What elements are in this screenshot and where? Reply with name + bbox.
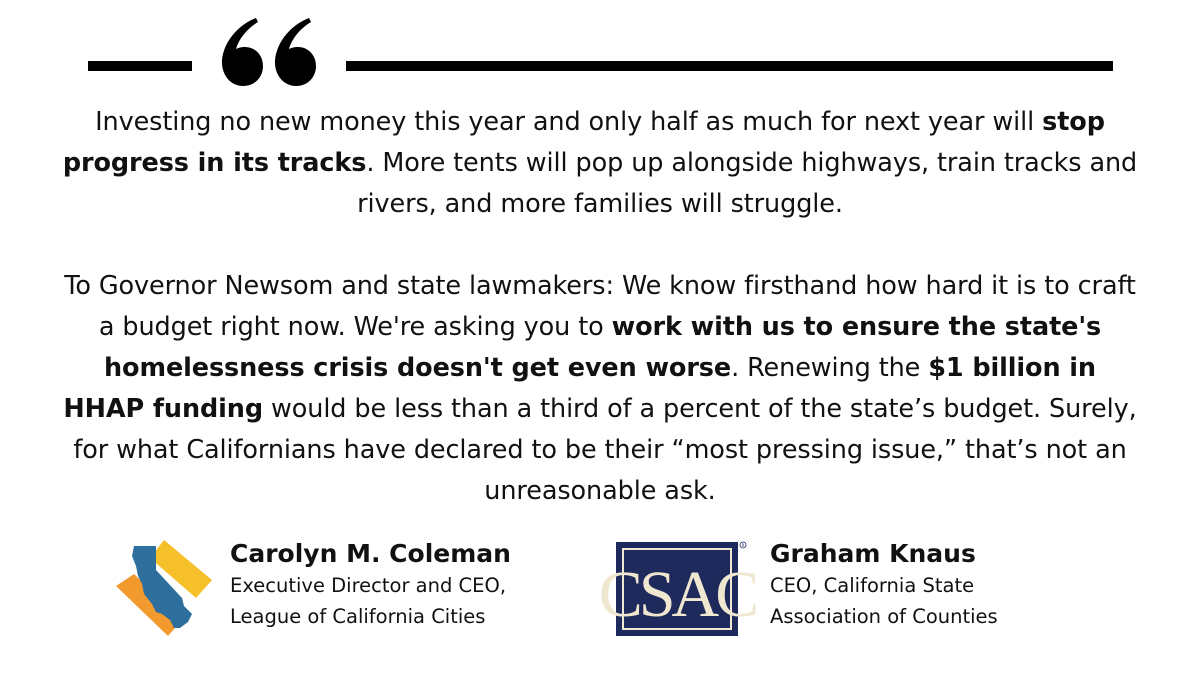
- quote-p1-emphasis: stop progress in its tracks: [62, 107, 1105, 178]
- quote-p1-text-a: Investing no new money this year and only half as much for next year will: [95, 107, 1043, 137]
- signatory-name: Carolyn M. Coleman: [230, 539, 511, 568]
- svg-text:R: R: [741, 543, 745, 548]
- open-quote-icon: [218, 14, 316, 88]
- quote-p2-emphasis-1: work with us to ensure the state's homelessness crisis doesn't get even worse: [104, 312, 1102, 383]
- csac-logo-text: CSAC: [598, 558, 756, 631]
- divider-left: [88, 61, 192, 71]
- signatory-knaus: [770, 538, 998, 632]
- quote-p2-text-c: . Renewing the: [731, 353, 929, 383]
- quote-p2-emphasis-2: $1 billion in HHAP funding: [63, 353, 1096, 424]
- signatory-title-line-2: League of California Cities: [230, 605, 486, 628]
- quote-p2-text-a: To Governor Newsom and state lawmakers: We know firsthand how hard it is to craft a budget right now. We're asking you to: [64, 271, 1136, 342]
- quote-p2-text-e: would be less than a third of a percent of the state’s budget. Surely, for what Californians have declared to be their “most pressing issue,” that’s not an unreasonable ask.: [73, 394, 1137, 506]
- signatory-name: Graham Knaus: [770, 539, 976, 568]
- csac-logo: [598, 540, 756, 638]
- signatory-title-line-1: CEO, California State: [770, 574, 975, 597]
- signatory-title-line-2: Association of Counties: [770, 605, 998, 628]
- divider-right: [346, 61, 1113, 71]
- quote-p1-text-c: . More tents will pop up alongside highways, train tracks and rivers, and more families will struggle.: [357, 148, 1138, 219]
- signatory-coleman: [230, 538, 511, 632]
- league-of-california-cities-logo: [112, 536, 216, 640]
- quote-paragraph-1: [60, 102, 1140, 225]
- quote-paragraph-2: [60, 266, 1140, 512]
- signatory-title-line-1: Executive Director and CEO,: [230, 574, 507, 597]
- quote-text: [60, 102, 1140, 512]
